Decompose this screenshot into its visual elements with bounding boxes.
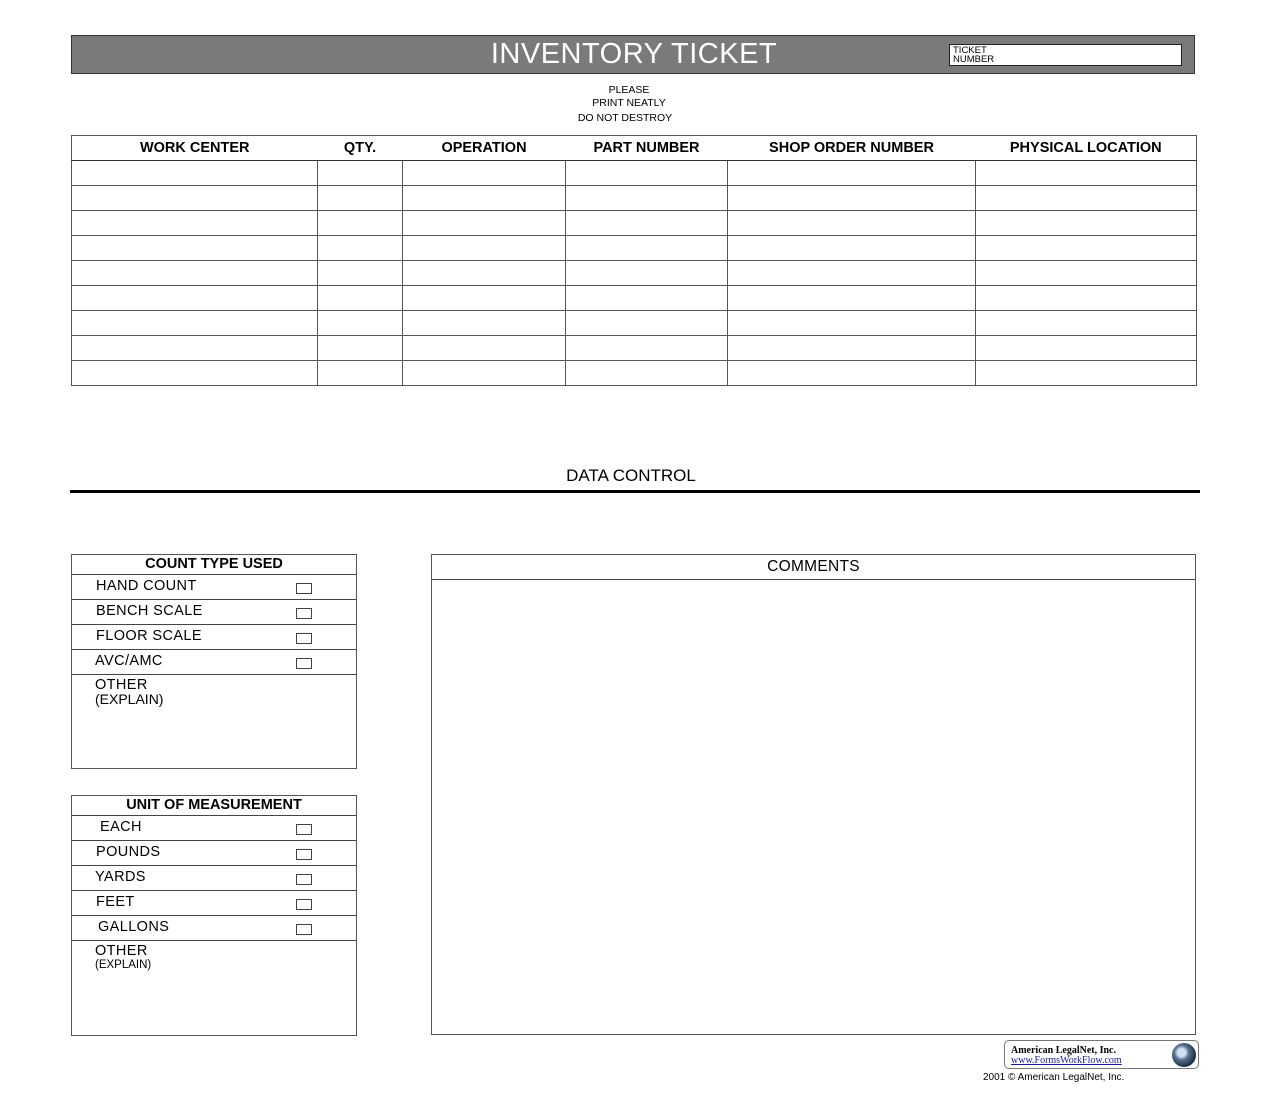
cell-work-center[interactable] xyxy=(72,161,318,186)
option-label: AVC/AMC xyxy=(95,653,163,669)
col-header-shop-order-number: SHOP ORDER NUMBER xyxy=(728,136,976,161)
unit-other-input[interactable] xyxy=(76,975,354,1033)
copyright-text: 2001 © American LegalNet, Inc. xyxy=(983,1072,1125,1083)
ticket-number-field[interactable] xyxy=(949,44,1182,66)
cell-operation[interactable] xyxy=(403,211,566,236)
cell-shop-order-number[interactable] xyxy=(728,236,976,261)
page-title-text: INVENTORY TICKET xyxy=(490,38,778,70)
notice-print-neatly: PRINT NEATLY xyxy=(592,97,666,109)
section-divider xyxy=(70,490,1200,493)
cell-part-number[interactable] xyxy=(566,186,728,211)
gallons-checkbox[interactable] xyxy=(296,924,312,935)
unit-option-gallons[interactable] xyxy=(72,916,356,941)
unit-of-measurement-panel xyxy=(71,795,357,1036)
table-row xyxy=(72,161,1197,186)
cell-shop-order-number[interactable] xyxy=(728,211,976,236)
option-label: GALLONS xyxy=(98,919,170,935)
yards-checkbox[interactable] xyxy=(296,874,312,885)
cell-physical-location[interactable] xyxy=(976,236,1197,261)
cell-qty[interactable] xyxy=(318,311,403,336)
option-label: POUNDS xyxy=(96,844,161,860)
cell-qty[interactable] xyxy=(318,361,403,386)
cell-part-number[interactable] xyxy=(566,161,728,186)
cell-part-number[interactable] xyxy=(566,361,728,386)
table-row xyxy=(72,286,1197,311)
table-row xyxy=(72,361,1197,386)
title-bar xyxy=(71,35,1195,74)
logo-website-link[interactable]: www.FormsWorkFlow.com xyxy=(1011,1055,1122,1066)
cell-operation[interactable] xyxy=(403,186,566,211)
cell-physical-location[interactable] xyxy=(976,361,1197,386)
count-type-other-input[interactable] xyxy=(76,709,354,767)
cell-part-number[interactable] xyxy=(566,336,728,361)
unit-option-yards[interactable] xyxy=(72,866,356,891)
cell-work-center[interactable] xyxy=(72,211,318,236)
cell-operation[interactable] xyxy=(403,161,566,186)
comments-title: COMMENTS xyxy=(432,555,1195,580)
cell-shop-order-number[interactable] xyxy=(728,336,976,361)
col-header-physical-location: PHYSICAL LOCATION xyxy=(976,136,1197,161)
cell-physical-location[interactable] xyxy=(976,186,1197,211)
cell-part-number[interactable] xyxy=(566,261,728,286)
cell-physical-location[interactable] xyxy=(976,161,1197,186)
table-header-row xyxy=(72,136,1197,161)
cell-work-center[interactable] xyxy=(72,336,318,361)
option-label: FEET xyxy=(96,894,135,910)
cell-qty[interactable] xyxy=(318,236,403,261)
cell-work-center[interactable] xyxy=(72,311,318,336)
cell-qty[interactable] xyxy=(318,286,403,311)
cell-part-number[interactable] xyxy=(566,286,728,311)
cell-physical-location[interactable] xyxy=(976,311,1197,336)
hand-count-checkbox[interactable] xyxy=(296,583,312,594)
option-label: HAND COUNT xyxy=(96,578,197,594)
cell-qty[interactable] xyxy=(318,211,403,236)
count-type-option-hand-count[interactable] xyxy=(72,575,356,600)
data-control-title: DATA CONTROL xyxy=(566,466,696,485)
cell-shop-order-number[interactable] xyxy=(728,161,976,186)
cell-work-center[interactable] xyxy=(72,286,318,311)
ticket-number-label-line1: TICKET xyxy=(953,45,987,56)
table-row xyxy=(72,336,1197,361)
comments-box xyxy=(431,554,1196,1035)
count-type-option-bench-scale[interactable] xyxy=(72,600,356,625)
cell-qty[interactable] xyxy=(318,336,403,361)
cell-part-number[interactable] xyxy=(566,211,728,236)
comments-input[interactable] xyxy=(432,580,1197,1036)
explain-hint: (EXPLAIN) xyxy=(95,959,152,971)
table-row xyxy=(72,236,1197,261)
cell-qty[interactable] xyxy=(318,261,403,286)
table-row xyxy=(72,311,1197,336)
avc-amc-checkbox[interactable] xyxy=(296,658,312,669)
col-header-part-number: PART NUMBER xyxy=(566,136,728,161)
count-type-option-floor-scale[interactable] xyxy=(72,625,356,650)
globe-icon xyxy=(1172,1043,1196,1067)
count-type-title: COUNT TYPE USED xyxy=(72,555,356,575)
other-label: OTHER xyxy=(95,943,148,959)
unit-of-measurement-title: UNIT OF MEASUREMENT xyxy=(72,796,356,816)
logo-company-name: American LegalNet, Inc. xyxy=(1011,1045,1116,1056)
cell-operation[interactable] xyxy=(403,336,566,361)
notice-please: PLEASE xyxy=(608,84,650,96)
count-type-panel xyxy=(71,554,357,769)
cell-work-center[interactable] xyxy=(72,361,318,386)
unit-option-each[interactable] xyxy=(72,816,356,841)
table-row xyxy=(72,186,1197,211)
unit-option-pounds[interactable] xyxy=(72,841,356,866)
cell-shop-order-number[interactable] xyxy=(728,261,976,286)
inventory-table xyxy=(71,135,1197,386)
other-label: OTHER xyxy=(95,677,148,693)
cell-shop-order-number[interactable] xyxy=(728,186,976,211)
each-checkbox[interactable] xyxy=(296,824,312,835)
cell-physical-location[interactable] xyxy=(976,286,1197,311)
notice-do-not-destroy: DO NOT DESTROY xyxy=(577,112,673,124)
option-label: EACH xyxy=(100,819,142,835)
cell-shop-order-number[interactable] xyxy=(728,286,976,311)
unit-option-feet[interactable] xyxy=(72,891,356,916)
unit-other xyxy=(72,941,356,1035)
cell-operation[interactable] xyxy=(403,311,566,336)
option-label: BENCH SCALE xyxy=(96,603,203,619)
cell-operation[interactable] xyxy=(403,286,566,311)
cell-operation[interactable] xyxy=(403,236,566,261)
floor-scale-checkbox[interactable] xyxy=(296,633,312,644)
count-type-option-avc-amc[interactable] xyxy=(72,650,356,675)
explain-hint: (EXPLAIN) xyxy=(95,691,164,707)
cell-operation[interactable] xyxy=(403,261,566,286)
pounds-checkbox[interactable] xyxy=(296,849,312,860)
feet-checkbox[interactable] xyxy=(296,899,312,910)
ticket-number-label-line2: NUMBER xyxy=(953,54,995,65)
cell-physical-location[interactable] xyxy=(976,211,1197,236)
cell-work-center[interactable] xyxy=(72,261,318,286)
cell-part-number[interactable] xyxy=(566,236,728,261)
col-header-qty: QTY. xyxy=(318,136,403,161)
table-row xyxy=(72,261,1197,286)
cell-part-number[interactable] xyxy=(566,311,728,336)
bench-scale-checkbox[interactable] xyxy=(296,608,312,619)
cell-qty[interactable] xyxy=(318,161,403,186)
cell-physical-location[interactable] xyxy=(976,261,1197,286)
col-header-operation: OPERATION xyxy=(403,136,566,161)
cell-work-center[interactable] xyxy=(72,186,318,211)
cell-shop-order-number[interactable] xyxy=(728,311,976,336)
cell-operation[interactable] xyxy=(403,361,566,386)
option-label: YARDS xyxy=(95,869,146,885)
table-row xyxy=(72,211,1197,236)
col-header-work-center: WORK CENTER xyxy=(72,136,318,161)
cell-shop-order-number[interactable] xyxy=(728,361,976,386)
cell-qty[interactable] xyxy=(318,186,403,211)
american-legalnet-logo[interactable] xyxy=(1004,1040,1199,1069)
cell-physical-location[interactable] xyxy=(976,336,1197,361)
option-label: FLOOR SCALE xyxy=(96,628,202,644)
cell-work-center[interactable] xyxy=(72,236,318,261)
count-type-other xyxy=(72,675,356,768)
